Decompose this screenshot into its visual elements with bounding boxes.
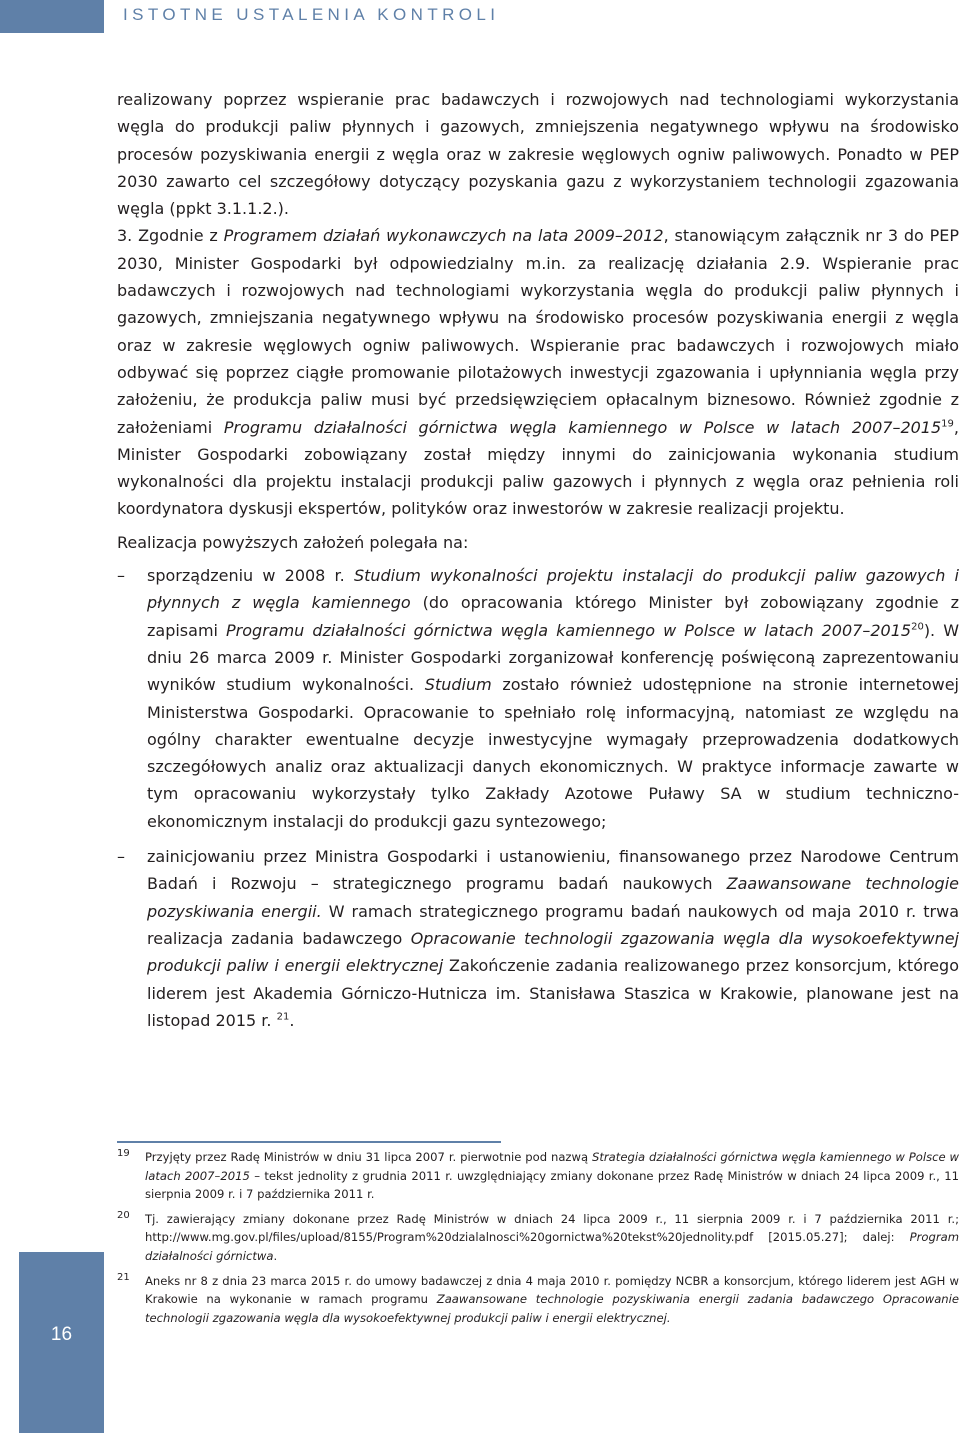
p2-text-c: , stanowiącym załącznik nr 3 do PEP 2030, Minister Gospodarki był odpowiedzialny m.in. za realizację działania 2.9. Wspieranie prac badawczych i rozwojowych nad technologiami wykorzystania węgla do produkcji paliw płynnych i gazowych, zmniejszania negatywnego wpływu na środowisko procesów pozyskiwania energii z węgla oraz w zakresie węglowych ogniw paliwowych. Wspieranie prac badawczych i rozwojowych miało odbywać się poprzez ciągłe promowanie pilotażowych inwestycji zgazowania i upłynniania węgla przy założeniu, że produkcja paliw musi być przedsięwzięciem opłacalnym biznesowo. Również zgodnie z założeniami xyxy=(117,226,960,437)
item2-text-e: Zakończenie zadania realizowanego przez konsorcjum, którego liderem jest Akademia Górniczo-Hutnicza im. Stanisława Staszica w Krakowie, planowane jest na listopad 2015 r. xyxy=(147,956,960,1030)
footnote-number: 21 xyxy=(117,1271,130,1283)
fn20-italic: Program działalności górnictwa xyxy=(145,1230,959,1263)
footnote-ref-19[interactable]: 19 xyxy=(941,418,954,430)
p2-italic-program: Programem działań wykonawczych na lata 2009–2012 xyxy=(223,226,664,246)
item1-text-a: sporządzeniu w 2008 r. xyxy=(147,566,354,586)
footnote-ref-20[interactable]: 20 xyxy=(911,621,924,633)
fn20-text-a[interactable]: Tj. zawierający zmiany dokonane przez Radę Ministrów w dniach 24 lipca 2009 r., 11 sierpnia 2009 r. i 7 października 2011 r.; http://www.mg.gov.pl/files/upload/8155/Program%20dzialalnosci%20gornictwa%20tekst%20jednolity.pdf [2015.05.27]; dalej: xyxy=(145,1211,959,1245)
footnote-21 xyxy=(117,1272,959,1328)
footnote-20 xyxy=(117,1210,959,1266)
item2-text-a: zainicjowaniu przez Ministra Gospodarki i ustanowieniu, finansowanego przez Narodowe Centrum Badań i Rozwoju – strategicznego programu badań naukowych xyxy=(147,847,959,894)
footnote-divider xyxy=(117,1141,501,1143)
fn19-text-a: Przyjęty przez Radę Ministrów w dniu 31 lipca 2007 r. pierwotnie pod nazwą xyxy=(145,1150,592,1164)
fn19-text-c: – tekst jednolity z grudnia 2011 r. uwzględniający zmiany dokonane przez Radę Ministrów w dniach 24 lipca 2009 r., 11 sierpnia 2009 r. i 7 października 2011 r. xyxy=(145,1168,959,1202)
item1-italic-studium: Studium wykonalności projektu instalacji do produkcji paliw gazowych i płynnych z węgla kamiennego xyxy=(147,566,960,613)
p2-text-a: 3. Zgodnie z xyxy=(117,226,224,246)
footnote-ref-21[interactable]: 21 xyxy=(276,1011,290,1023)
p2-text-e: , Minister Gospodarki zobowiązany został między innymi do zainicjowania wykonania studium wykonalności dla projektu instalacji produkcji paliw gazowych i płynnych z węgla oraz pełnienia roli koordynatora dyskusji ekspertów, polityków oraz inwestorów w zakresie realizacji projektu. xyxy=(117,417,959,519)
header-color-block xyxy=(0,0,104,33)
item2-text-c: W ramach strategicznego programu badań naukowych od maja 2010 r. trwa realizacja zadania badawczego xyxy=(147,901,960,948)
fn19-italic: Strategia działalności górnictwa węgla kamiennego w Polsce w latach 2007–2015 xyxy=(145,1150,959,1183)
footnote-number: 20 xyxy=(117,1209,130,1221)
paragraph-2 xyxy=(117,222,959,522)
item1-text-e: ). W dniu 26 marca 2009 r. Minister Gospodarki zorganizował konferencję poświęconą zaprezentowaniu wyników studium wykonalności. xyxy=(147,620,960,695)
item2-text-f: . xyxy=(289,1010,295,1030)
item1-text-g: zostało również udostępnione na stronie internetowej Ministerstwa Gospodarki. Opracowanie to spełniało rolę informacyjną, natomiast ze względu na ogólny charakter ewentualne decyzje inwestycyjne wymagały przeprowadzenia dodatkowych szczegółowych analiz oraz aktualizacji danych ekonomicznych. W praktyce informacje zawarte w tym opracowaniu wykorzystały tylko Zakłady Azotowe Puławy SA w studium techniczno-ekonomicznym instalacji do produkcji gazu syntezowego; xyxy=(147,675,960,831)
list-item xyxy=(117,843,959,1034)
footnote-number: 19 xyxy=(117,1148,130,1159)
running-header: ISTOTNE USTALENIA KONTROLI xyxy=(123,5,500,24)
main-text xyxy=(117,86,959,1042)
item1-italic-program: Programu działalności górnictwa węgla kamiennego w Polsce w latach 2007–2015 xyxy=(226,620,912,640)
item2-italic-task: Opracowanie technologii zgazowania węgla dla wysokoefektywnej produkcji paliw i energii elektrycznej xyxy=(147,928,959,976)
p2-italic-program-gornictwa: Programu działalności górnictwa węgla kamiennego w Polsce w latach 2007–2015 xyxy=(223,417,942,437)
item2-italic-program: Zaawansowane technologie pozyskiwania energii. xyxy=(147,874,959,921)
item1-italic-studium-2: Studium xyxy=(424,675,492,695)
fn21-text-a: Aneks nr 8 z dnia 23 marca 2015 r. do umowy badawczej z dnia 4 maja 2010 r. pomiędzy NCBR a konsorcjum, którego liderem jest AGH w Krakowie na wykonanie w ramach programu xyxy=(145,1273,959,1307)
page-number: 16 xyxy=(50,1324,73,1345)
paragraph-3: Realizacja powyższych założeń polegała na: xyxy=(117,532,469,552)
bullet-list xyxy=(117,562,959,1034)
footnote-19 xyxy=(117,1148,959,1204)
fn20-text-c: . xyxy=(273,1248,278,1263)
dash-bullet: – xyxy=(117,566,125,586)
paragraph-1: realizowany poprzez wspieranie prac badawczych i rozwojowych nad technologiami wykorzystania węgla do produkcji paliw płynnych i gazowych, zmniejszenia negatywnego wpływu na środowisko procesów pozyskiwania energii z węgla oraz w zakresie węglowych ogniw paliwowych. Ponadto w PEP 2030 zawarto cel szczegółowy dotyczący pozyskania gazu z wykorzystaniem technologii zgazowania węgla (ppkt 3.1.1.2.). xyxy=(117,90,959,219)
dash-bullet: – xyxy=(117,847,125,867)
fn21-italic: Zaawansowane technologie pozyskiwania energii zadania badawczego Opracowanie technologii zgazowania węgla dla wysokoefektywnej produkcji paliw i energii elektrycznej. xyxy=(145,1292,959,1325)
footnotes xyxy=(117,1148,959,1333)
list-item xyxy=(117,562,959,835)
item1-text-c: (do opracowania którego Minister był zobowiązany zgodnie z zapisami xyxy=(147,593,960,640)
page-number-tab xyxy=(19,1252,104,1433)
